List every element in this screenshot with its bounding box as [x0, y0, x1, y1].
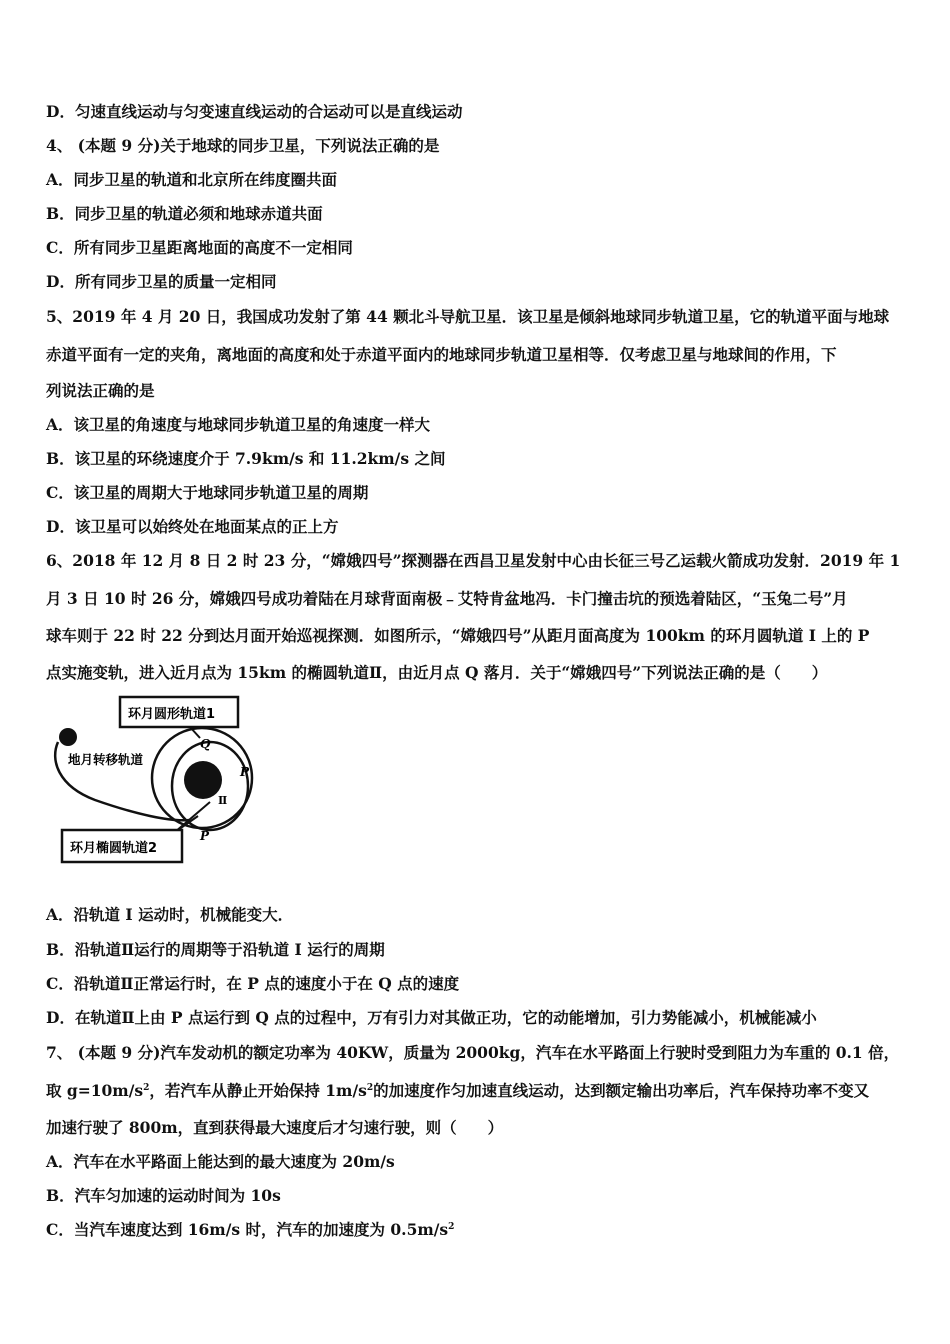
label-p-bottom: P [200, 829, 210, 843]
q4-option-b: B．同步卫星的轨道必须和地球赤道共面 [46, 204, 323, 223]
q7-stem-line1: 7、 (本题 9 分)汽车发动机的额定功率为 40KW，质量为 2000kg，汽车在水平路面上行驶时受到阻力为车重的 0.1 倍， [46, 1043, 900, 1062]
q5-stem-line2: 赤道平面有一定的夹角，离地面的高度和处于赤道平面内的地球同步轨道卫星相等．仅考虑卫星与地球间的作用，下 [46, 345, 837, 364]
q4-option-d: D．所有同步卫星的质量一定相同 [46, 272, 277, 291]
q6-option-a: A．沿轨道 I 运动时，机械能变大． [46, 905, 294, 924]
q6-option-d: D．在轨道Ⅱ上由 P 点运行到 Q 点的过程中，万有引力对其做正功，它的动能增加，引力势能减小，机械能减小 [46, 1008, 817, 1027]
q6-stem-line1: 6、2018 年 12 月 8 日 2 时 23 分，“嫦娥四号”探测器在西昌卫星发射中心由长征三号乙运载火箭成功发射．2019 年 1 [46, 551, 901, 570]
q7-stem-line2 [46, 1081, 869, 1101]
q7-option-a: A．汽车在水平路面上能达到的最大速度为 20m/s [46, 1152, 395, 1171]
q7-sup-b: 2 [366, 1082, 374, 1093]
q5-option-b: B．该卫星的环绕速度介于 7.9km/s 和 11.2km/s 之间 [46, 449, 446, 468]
q7-stem-line3: 加速行驶了 800m，直到获得最大速度后才匀速行驶，则（ ） [46, 1118, 504, 1137]
q5-option-a: A．该卫星的角速度与地球同步轨道卫星的角速度一样大 [46, 415, 431, 434]
q7-option-c-sup: 2 [448, 1221, 455, 1232]
q6-stem-line2: 月 3 日 10 时 26 分，嫦娥四号成功着陆在月球背面南极﹣艾特肯盆地冯．卡门撞击坑的预选着陆区，“玉兔二号”月 [46, 589, 848, 608]
q5-stem-line1: 5、2019 年 4 月 20 日，我国成功发射了第 44 颗北斗导航卫星．该卫星是倾斜地球同步轨道卫星，它的轨道平面与地球 [46, 307, 890, 326]
q7-stem-part-a: 取 g=10m/s [46, 1081, 144, 1100]
label-p-right: P [240, 765, 250, 779]
label-q: Q [200, 737, 211, 751]
q5-stem-line3: 列说法正确的是 [46, 381, 155, 400]
q4-option-c: C．所有同步卫星距离地面的高度不一定相同 [46, 238, 353, 257]
q6-option-b: B．沿轨道Ⅱ运行的周期等于沿轨道 I 运行的周期 [46, 940, 385, 959]
q4-stem: 4、 (本题 9 分)关于地球的同步卫星，下列说法正确的是 [46, 136, 440, 155]
label-ii: Ⅱ [218, 794, 228, 807]
orbit-diagram [40, 690, 270, 870]
label-transfer: 地月转移轨道 [68, 752, 144, 767]
q7-stem-part-c: 的加速度作匀加速直线运动，达到额定输出功率后，汽车保持功率不变又 [373, 1081, 870, 1100]
earth-dot [59, 728, 77, 746]
q5-option-d: D．该卫星可以始终处在地面某点的正上方 [46, 517, 339, 536]
q5-option-c: C．该卫星的周期大于地球同步轨道卫星的周期 [46, 483, 369, 502]
label-orbit2: 环月椭圆轨道2 [70, 841, 158, 856]
q6-stem-line3: 球车则于 22 时 22 分到达月面开始巡视探测．如图所示，“嫦娥四号”从距月面高度为 100km 的环月圆轨道 I 上的 P [46, 626, 870, 645]
q6-stem-line4: 点实施变轨，进入近月点为 15km 的椭圆轨道Ⅱ，由近月点 Q 落月．关于“嫦娥四号”下列说法正确的是（ ） [46, 663, 828, 682]
q7-stem-part-b: ，若汽车从静止开始保持 1m/s [149, 1081, 367, 1100]
q7-sup-a: 2 [143, 1082, 150, 1093]
q7-option-b: B．汽车匀加速的运动时间为 10s [46, 1186, 281, 1205]
q4-option-a: A．同步卫星的轨道和北京所在纬度圈共面 [46, 170, 338, 189]
q3-option-d: D．匀速直线运动与匀变速直线运动的合运动可以是直线运动 [46, 102, 463, 121]
q7-option-c-text: C．当汽车速度达到 16m/s 时，汽车的加速度为 0.5m/s [46, 1220, 449, 1239]
label-orbit1: 环月圆形轨道1 [128, 707, 216, 722]
moon [184, 761, 222, 799]
q7-option-c [46, 1220, 454, 1240]
q6-option-c: C．沿轨道Ⅱ正常运行时，在 P 点的速度小于在 Q 点的速度 [46, 974, 460, 993]
